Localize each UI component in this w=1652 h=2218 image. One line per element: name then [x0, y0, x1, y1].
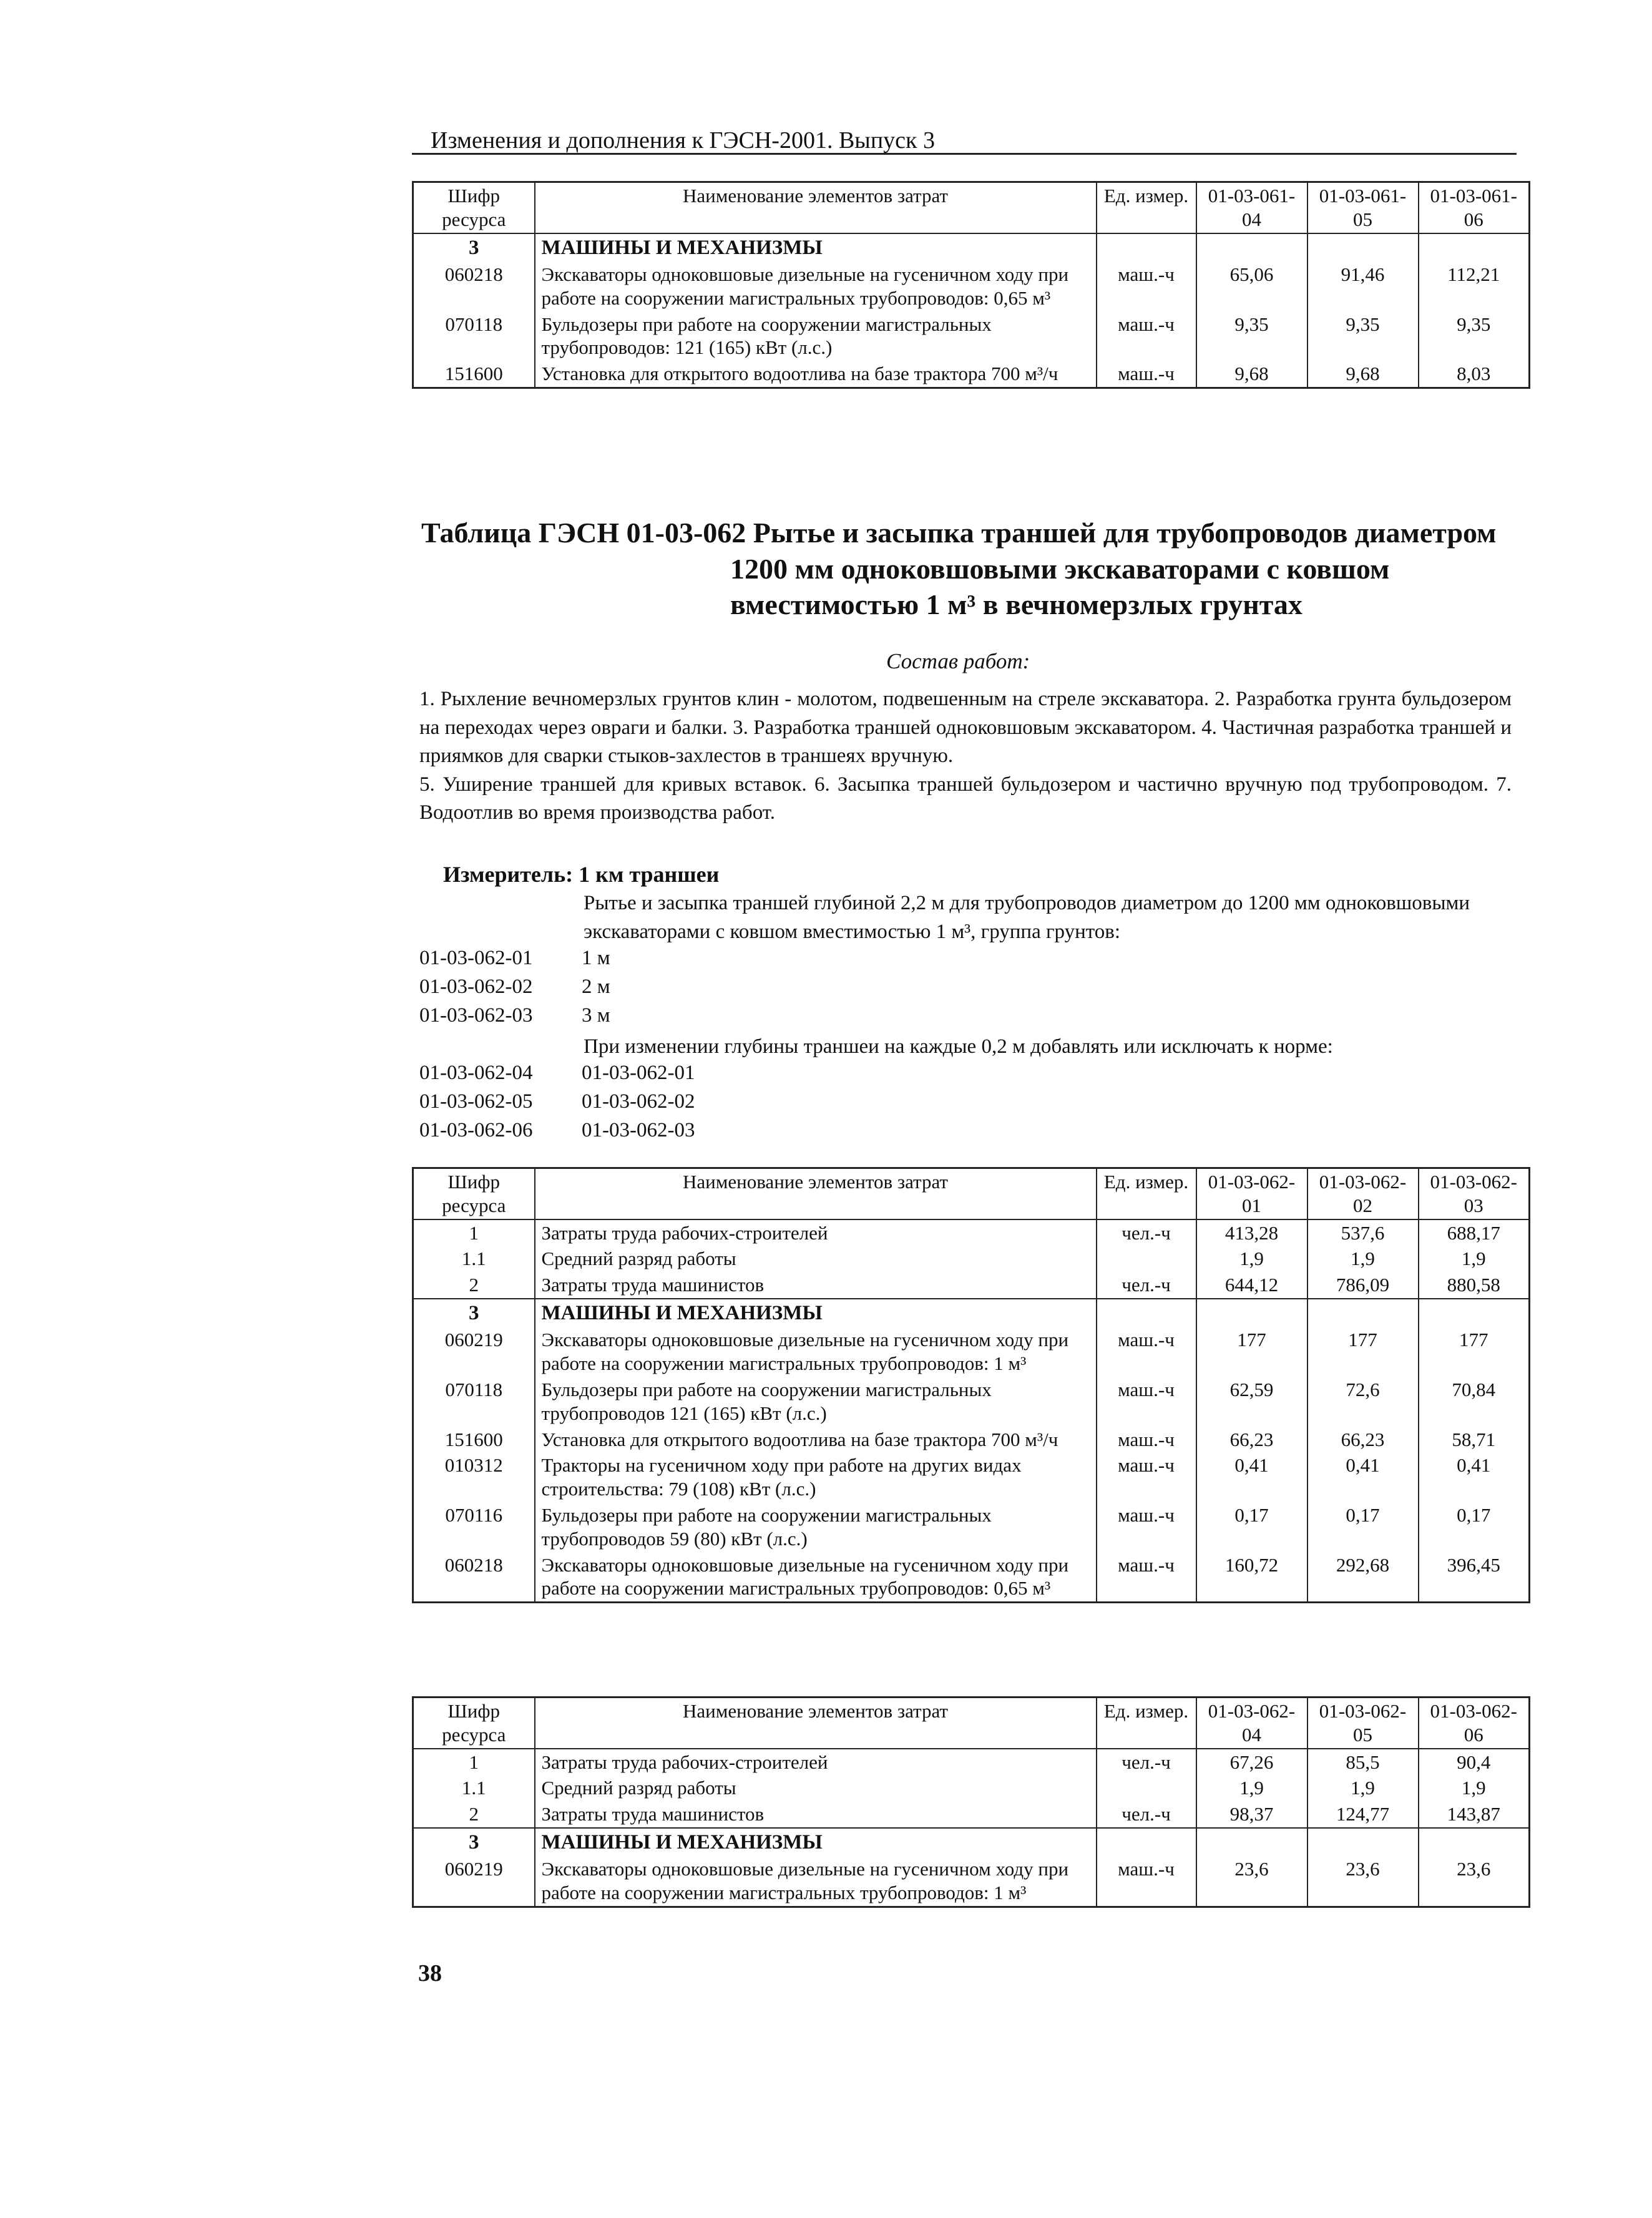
col-norm-header: 01-03-062-05 — [1307, 1698, 1419, 1749]
cost-item-name: Бульдозеры при работе на сооружении магистральных трубопроводов 59 (80) кВт (л.с.) — [535, 1502, 1097, 1552]
title-line-2: 1200 мм одноковшовыми экскаваторами с ковшом — [730, 552, 1390, 585]
norm-value — [1419, 233, 1530, 261]
norm-value — [1196, 233, 1307, 261]
norm-value: 124,77 — [1307, 1801, 1419, 1828]
resource-code: 060219 — [413, 1327, 535, 1377]
norm-value: 0,17 — [1196, 1502, 1307, 1552]
norm-value: 66,23 — [1196, 1427, 1307, 1453]
works-list — [419, 685, 1512, 828]
cost-item-name: Экскаваторы одноковшовые дизельные на гусеничном ходу при работе на сооружении магистральных трубопроводов: 0,65 м³ — [535, 1552, 1097, 1603]
norm-value: 9,68 — [1307, 361, 1419, 388]
resource-code: 3 — [413, 1828, 535, 1856]
norm-code: 01-03-062-06 — [419, 1119, 533, 1141]
resource-code: 1 — [413, 1749, 535, 1776]
cost-item-name: Экскаваторы одноковшовые дизельные на гусеничном ходу при работе на сооружении магистральных трубопроводов: 0,65 м³ — [535, 261, 1097, 311]
resource-code: 2 — [413, 1272, 535, 1299]
norm-value: 70,84 — [1419, 1377, 1530, 1427]
norm-value: 644,12 — [1196, 1272, 1307, 1299]
norm-value: 177 — [1307, 1327, 1419, 1377]
cost-item-name: Затраты труда рабочих-строителей — [535, 1219, 1097, 1246]
norm-text: 01-03-062-02 — [582, 1090, 695, 1113]
resource-code: 3 — [413, 233, 535, 261]
norm-value: 91,46 — [1307, 261, 1419, 311]
works-heading: Состав работ: — [886, 649, 1030, 673]
norm-value: 177 — [1419, 1327, 1530, 1377]
norm-value: 0,17 — [1307, 1502, 1419, 1552]
table-row — [413, 1452, 1530, 1502]
col-code-header: Шифр ресурса — [413, 1698, 535, 1749]
resource-code: 1 — [413, 1219, 535, 1246]
table-row — [413, 1427, 1530, 1453]
cost-item-name: Затраты труда рабочих-строителей — [535, 1749, 1097, 1776]
norm-value: 1,9 — [1307, 1246, 1419, 1272]
norm-value: 9,35 — [1419, 311, 1530, 361]
resource-code: 070116 — [413, 1502, 535, 1552]
col-norm-header: 01-03-062-04 — [1196, 1698, 1307, 1749]
resource-code: 010312 — [413, 1452, 535, 1502]
norm-value: 62,59 — [1196, 1377, 1307, 1427]
unit-cell: маш.-ч — [1097, 1502, 1196, 1552]
norm-value: 9,35 — [1196, 311, 1307, 361]
norm-value: 9,35 — [1307, 311, 1419, 361]
resource-code: 151600 — [413, 361, 535, 388]
col-name-header: Наименование элементов затрат — [535, 182, 1097, 233]
resource-code: 3 — [413, 1299, 535, 1327]
norm-value: 58,71 — [1419, 1427, 1530, 1453]
cost-table-061 — [412, 181, 1530, 389]
cost-item-name: Установка для открытого водоотлива на базе трактора 700 м³/ч — [535, 1427, 1097, 1453]
norm-value: 67,26 — [1196, 1749, 1307, 1776]
norm-value — [1307, 233, 1419, 261]
norm-value: 0,41 — [1196, 1452, 1307, 1502]
section-row — [413, 233, 1530, 261]
unit-cell — [1097, 233, 1196, 261]
cost-item-name: МАШИНЫ И МЕХАНИЗМЫ — [535, 1299, 1097, 1327]
norm-value: 66,23 — [1307, 1427, 1419, 1453]
table-row — [413, 1749, 1530, 1776]
norm-value: 1,9 — [1419, 1246, 1530, 1272]
norm-value: 8,03 — [1419, 361, 1530, 388]
table-row — [413, 1272, 1530, 1299]
norm-value: 23,6 — [1196, 1856, 1307, 1907]
resource-code: 070118 — [413, 1377, 535, 1427]
col-name-header: Наименование элементов затрат — [535, 1698, 1097, 1749]
unit-cell — [1097, 1246, 1196, 1272]
cost-table-062-a — [412, 1167, 1530, 1603]
norm-value: 786,09 — [1307, 1272, 1419, 1299]
norm-code: 01-03-062-04 — [419, 1062, 533, 1084]
table-title — [421, 515, 1582, 623]
resource-code: 151600 — [413, 1427, 535, 1453]
unit-cell — [1097, 1775, 1196, 1801]
cost-item-name: Затраты труда машинистов — [535, 1801, 1097, 1828]
table-row — [413, 1552, 1530, 1603]
norm-row — [419, 1119, 695, 1142]
col-unit-header: Ед. измер. — [1097, 1168, 1196, 1219]
col-norm-header: 01-03-062-02 — [1307, 1168, 1419, 1219]
unit-cell: маш.-ч — [1097, 1856, 1196, 1907]
norm-value — [1419, 1828, 1530, 1856]
norm-value — [1307, 1828, 1419, 1856]
norm-value: 112,21 — [1419, 261, 1530, 311]
norm-value — [1196, 1299, 1307, 1327]
norm-value: 65,06 — [1196, 261, 1307, 311]
cost-item-name: Экскаваторы одноковшовые дизельные на гусеничном ходу при работе на сооружении магистральных трубопроводов: 1 м³ — [535, 1327, 1097, 1377]
title-line-3: вместимостью 1 м³ в вечномерзлых грунтах — [730, 589, 1303, 620]
table-row — [413, 1775, 1530, 1801]
norm-value: 1,9 — [1307, 1775, 1419, 1801]
running-header: Изменения и дополнения к ГЭСН-2001. Выпуск 3 — [431, 127, 936, 154]
norm-value: 160,72 — [1196, 1552, 1307, 1603]
table-row — [413, 1502, 1530, 1552]
norm-code: 01-03-062-05 — [419, 1090, 533, 1113]
norm-value: 688,17 — [1419, 1219, 1530, 1246]
title-line-1: Таблица ГЭСН 01-03-062 Рытье и засыпка траншей для трубопроводов диаметром — [421, 517, 1497, 549]
norm-value: 177 — [1196, 1327, 1307, 1377]
measure-label: Измеритель: 1 км траншеи — [443, 862, 720, 887]
cost-item-name: Средний разряд работы — [535, 1246, 1097, 1272]
col-norm-header: 01-03-062-01 — [1196, 1168, 1307, 1219]
norm-value: 396,45 — [1419, 1552, 1530, 1603]
col-norm-header: 01-03-062-03 — [1419, 1168, 1530, 1219]
norm-value: 98,37 — [1196, 1801, 1307, 1828]
norm-text: 2 м — [582, 975, 610, 998]
norm-value: 90,4 — [1419, 1749, 1530, 1776]
norm-value: 9,68 — [1196, 361, 1307, 388]
norm-value: 23,6 — [1307, 1856, 1419, 1907]
norm-value: 880,58 — [1419, 1272, 1530, 1299]
cost-table-062-b — [412, 1696, 1530, 1908]
norm-value — [1307, 1299, 1419, 1327]
table-row — [413, 1327, 1530, 1377]
norm-value: 0,41 — [1307, 1452, 1419, 1502]
cost-item-name: Установка для открытого водоотлива на базе трактора 700 м³/ч — [535, 361, 1097, 388]
resource-code: 1.1 — [413, 1246, 535, 1272]
header-rule — [412, 153, 1517, 155]
cost-item-name: Бульдозеры при работе на сооружении магистральных трубопроводов 121 (165) кВт (л.с.) — [535, 1377, 1097, 1427]
works-paragraph: 5. Уширение траншей для кривых вставок. 6. Засыпка траншей бульдозером и частично вручную под трубопроводом. 7. Водоотлив во время производства работ. — [419, 773, 1512, 824]
unit-cell: маш.-ч — [1097, 261, 1196, 311]
resource-code: 060218 — [413, 1552, 535, 1603]
norm-code: 01-03-062-02 — [419, 975, 533, 998]
unit-cell: чел.-ч — [1097, 1219, 1196, 1246]
table-row — [413, 1219, 1530, 1246]
cost-item-name: МАШИНЫ И МЕХАНИЗМЫ — [535, 1828, 1097, 1856]
table-row — [413, 361, 1530, 388]
unit-cell: маш.-ч — [1097, 1552, 1196, 1603]
norm-value: 1,9 — [1196, 1246, 1307, 1272]
unit-cell: маш.-ч — [1097, 311, 1196, 361]
cost-item-name: Затраты труда машинистов — [535, 1272, 1097, 1299]
resource-code: 1.1 — [413, 1775, 535, 1801]
col-norm-header: 01-03-061-06 — [1419, 182, 1530, 233]
unit-cell: маш.-ч — [1097, 1452, 1196, 1502]
norm-row — [419, 1090, 695, 1113]
unit-cell: маш.-ч — [1097, 1327, 1196, 1377]
cost-item-name: МАШИНЫ И МЕХАНИЗМЫ — [535, 233, 1097, 261]
unit-cell — [1097, 1299, 1196, 1327]
col-code-header: Шифр ресурса — [413, 182, 535, 233]
page-number: 38 — [418, 1960, 442, 1986]
norm-text: 3 м — [582, 1004, 610, 1027]
norm-value: 72,6 — [1307, 1377, 1419, 1427]
norm-row — [419, 947, 610, 970]
table-row — [413, 311, 1530, 361]
norm-row — [419, 1062, 695, 1085]
norm-value: 1,9 — [1196, 1775, 1307, 1801]
norm-text: 01-03-062-03 — [582, 1119, 695, 1141]
norm-code: 01-03-062-03 — [419, 1004, 533, 1027]
col-norm-header: 01-03-062-06 — [1419, 1698, 1530, 1749]
norm-value: 85,5 — [1307, 1749, 1419, 1776]
unit-cell: чел.-ч — [1097, 1749, 1196, 1776]
section-row — [413, 1828, 1530, 1856]
norm-value: 413,28 — [1196, 1219, 1307, 1246]
section-row — [413, 1299, 1530, 1327]
norm-text: 01-03-062-01 — [582, 1062, 695, 1084]
resource-code: 070118 — [413, 311, 535, 361]
col-norm-header: 01-03-061-04 — [1196, 182, 1307, 233]
norm-value: 143,87 — [1419, 1801, 1530, 1828]
norm-value: 292,68 — [1307, 1552, 1419, 1603]
table-row — [413, 1856, 1530, 1907]
unit-cell: чел.-ч — [1097, 1801, 1196, 1828]
resource-code: 060219 — [413, 1856, 535, 1907]
unit-cell — [1097, 1828, 1196, 1856]
resource-code: 060218 — [413, 261, 535, 311]
norm-value: 0,17 — [1419, 1502, 1530, 1552]
col-norm-header: 01-03-061-05 — [1307, 182, 1419, 233]
col-unit-header: Ед. измер. — [1097, 182, 1196, 233]
cost-item-name: Тракторы на гусеничном ходу при работе на других видах строительства: 79 (108) кВт (л.с.) — [535, 1452, 1097, 1502]
norm-value: 0,41 — [1419, 1452, 1530, 1502]
col-name-header: Наименование элементов затрат — [535, 1168, 1097, 1219]
table-row — [413, 261, 1530, 311]
norm-description: Рытье и засыпка траншей глубиной 2,2 м для трубопроводов диаметром до 1200 мм одноковшовыми экскаваторами с ковшом вместимостью 1 м³, группа грунтов: — [584, 892, 1470, 943]
unit-cell: маш.-ч — [1097, 1377, 1196, 1427]
table-row — [413, 1801, 1530, 1828]
norm-value: 23,6 — [1419, 1856, 1530, 1907]
norm-value: 537,6 — [1307, 1219, 1419, 1246]
norm-row — [419, 975, 610, 999]
norm-value: 1,9 — [1419, 1775, 1530, 1801]
unit-cell: маш.-ч — [1097, 1427, 1196, 1453]
unit-cell: чел.-ч — [1097, 1272, 1196, 1299]
col-code-header: Шифр ресурса — [413, 1168, 535, 1219]
table-row — [413, 1377, 1530, 1427]
norm-value — [1196, 1828, 1307, 1856]
norm-code: 01-03-062-01 — [419, 947, 533, 969]
resource-code: 2 — [413, 1801, 535, 1828]
cost-item-name: Средний разряд работы — [535, 1775, 1097, 1801]
table-row — [413, 1246, 1530, 1272]
norm-description: При изменении глубины траншеи на каждые 0,2 м добавлять или исключать к норме: — [584, 1035, 1333, 1058]
norm-row — [419, 1004, 610, 1027]
unit-cell: маш.-ч — [1097, 361, 1196, 388]
works-paragraph: 1. Рыхление вечномерзлых грунтов клин - молотом, подвешенным на стреле экскаватора. 2. Разработка грунта бульдозером на переходах через овраги и балки. 3. Разработка траншей одноковшовым экскаватором. 4. Частичная разработка траншей и приямков для сварки стыков-захлестов в траншеях вручную. — [419, 688, 1512, 768]
cost-item-name: Бульдозеры при работе на сооружении магистральных трубопроводов: 121 (165) кВт (л.с.) — [535, 311, 1097, 361]
norm-value — [1419, 1299, 1530, 1327]
cost-item-name: Экскаваторы одноковшовые дизельные на гусеничном ходу при работе на сооружении магистральных трубопроводов: 1 м³ — [535, 1856, 1097, 1907]
norm-text: 1 м — [582, 947, 610, 969]
col-unit-header: Ед. измер. — [1097, 1698, 1196, 1749]
